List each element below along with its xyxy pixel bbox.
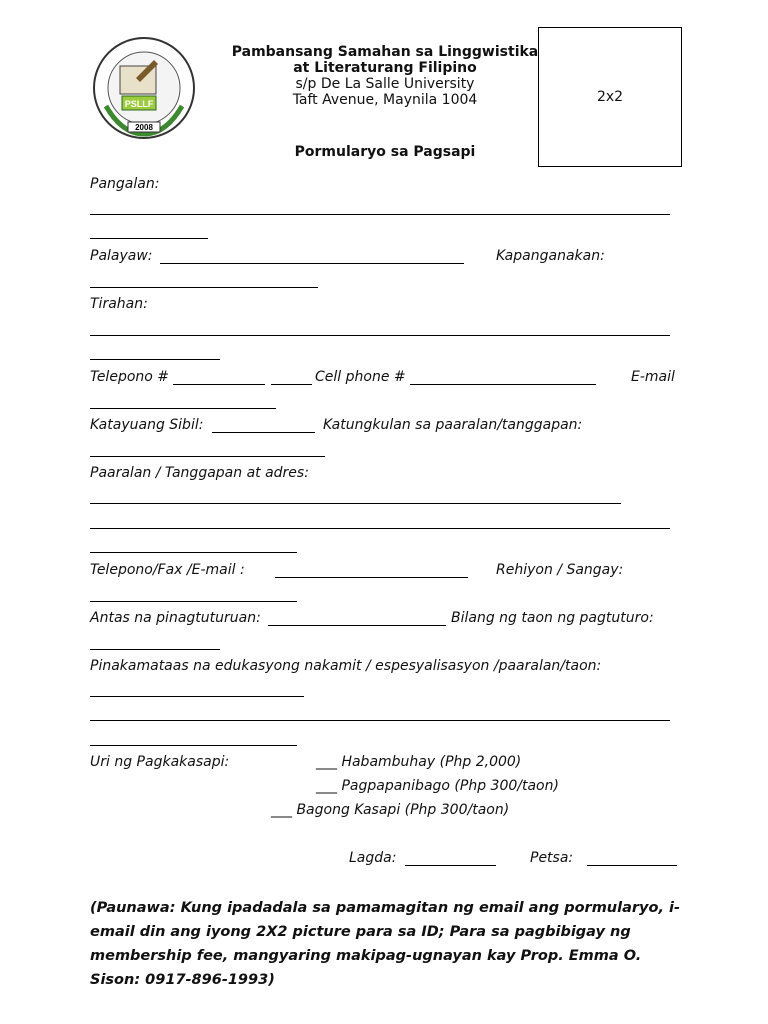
blank-petsa[interactable] [587, 865, 677, 866]
blank-paaralan-3[interactable] [90, 552, 297, 553]
notice-paunawa: (Paunawa: Kung ipadadala sa pamamagitan ng email ang pormularyo, i-email din ang iyong 2X2 picture para sa ID; Para sa pagbibigay ng membership fee, mangyaring makipag-ugnayan kay Prop. Emma O. Sison: 0917-896-1993) [90, 900, 680, 988]
label-lagda: Lagda: [349, 850, 397, 866]
blank-tirahan-2[interactable] [90, 359, 220, 360]
blank-pangalan-1[interactable] [90, 214, 670, 215]
label-katayuang-sibil: Katayuang Sibil: [90, 417, 204, 433]
label-petsa: Petsa: [530, 850, 574, 866]
label-tirahan: Tirahan: [90, 296, 148, 312]
blank-lagda[interactable] [405, 865, 496, 866]
label-paaralan: Paaralan / Tanggapan at adres: [90, 465, 309, 481]
option-bagong-kasapi[interactable]: ___ Bagong Kasapi (Php 300/taon) [271, 802, 510, 818]
blank-katungkulan[interactable] [90, 456, 325, 457]
form-title: Pormularyo sa Pagsapi [294, 144, 476, 160]
label-kapanganakan: Kapanganakan: [496, 248, 605, 264]
label-bilang: Bilang ng taon ng pagtuturo: [451, 610, 654, 626]
label-uri-pagkakasapi: Uri ng Pagkakasapi: [90, 754, 230, 770]
option-habambuhay[interactable]: ___ Habambuhay (Php 2,000) [316, 754, 522, 770]
logo-acronym: PSLLF [124, 99, 154, 109]
blank-rehiyon[interactable] [90, 601, 297, 602]
label-palayaw: Palayaw: [90, 248, 153, 264]
blank-tirahan-1[interactable] [90, 335, 670, 336]
address-line1: s/p De La Salle University [295, 76, 475, 92]
label-email: E-mail [631, 369, 675, 385]
blank-katayuang-sibil[interactable] [212, 432, 315, 433]
blank-bilang[interactable] [90, 649, 220, 650]
label-cellphone: Cell phone # [315, 369, 406, 385]
org-name-line1: Pambansang Samahan sa Linggwistika [231, 44, 539, 60]
label-katungkulan: Katungkulan sa paaralan/tanggapan: [323, 417, 583, 433]
photo-box-2x2 [538, 27, 682, 167]
label-antas: Antas na pinagtuturuan: [90, 610, 261, 626]
blank-pinakamataas-3[interactable] [90, 745, 297, 746]
blank-pinakamataas-2[interactable] [90, 720, 670, 721]
option-pagpapanibago[interactable]: ___ Pagpapanibago (Php 300/taon) [316, 778, 559, 794]
blank-telefax[interactable] [275, 577, 468, 578]
label-telefax: Telepono/Fax /E-mail : [90, 562, 245, 578]
blank-telepono[interactable] [173, 384, 265, 385]
blank-paaralan-2[interactable] [90, 528, 670, 529]
logo-year: 2008 [135, 123, 153, 132]
blank-paaralan-1[interactable] [90, 503, 621, 504]
blank-pinakamataas-1[interactable] [90, 696, 304, 697]
blank-cellphone[interactable] [410, 384, 596, 385]
blank-email[interactable] [90, 408, 276, 409]
org-name-line2: at Literaturang Filipino [293, 60, 477, 76]
blank-telepono-ext[interactable] [271, 384, 312, 385]
photo-box-label: 2x2 [596, 89, 624, 105]
label-telepono: Telepono # [90, 369, 170, 385]
blank-antas[interactable] [268, 625, 446, 626]
psllf-logo [92, 36, 196, 140]
blank-kapanganakan[interactable] [90, 287, 318, 288]
label-rehiyon: Rehiyon / Sangay: [496, 562, 624, 578]
blank-palayaw[interactable] [160, 263, 464, 264]
org-header [225, 44, 545, 108]
label-pinakamataas: Pinakamataas na edukasyong nakamit / espesyalisasyon /paaralan/taon: [90, 658, 602, 674]
blank-pangalan-2[interactable] [90, 238, 208, 239]
address-line2: Taft Avenue, Maynila 1004 [292, 92, 478, 108]
label-pangalan: Pangalan: [90, 176, 160, 192]
